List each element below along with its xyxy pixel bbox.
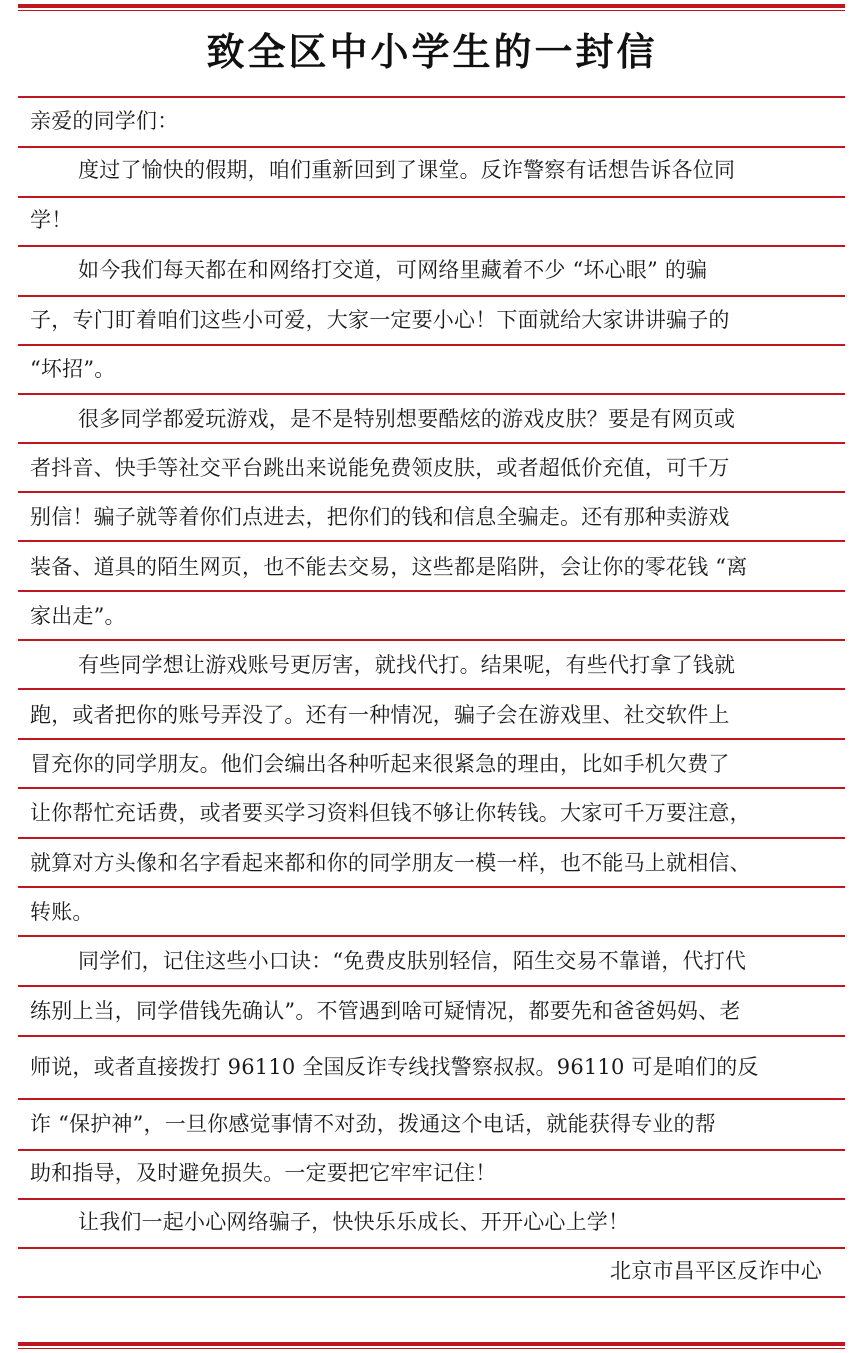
ruled-line — [18, 96, 845, 98]
ruled-line — [18, 146, 845, 148]
ruled-line — [18, 1247, 845, 1249]
body-line: 冒充你的同学朋友。他们会编出各种听起来很紧急的理由，比如手机欠费了 — [30, 752, 730, 776]
ruled-line — [18, 837, 845, 839]
body-line: 让你帮忙充话费，或者要买学习资料但钱不够让你转钱。大家可千万要注意， — [30, 801, 751, 825]
ruled-line — [18, 540, 845, 542]
ruled-line — [18, 1198, 845, 1200]
ruled-line — [18, 1098, 845, 1100]
body-line: 同学们，记住这些小口诀：“免费皮肤别轻信，陌生交易不靠谱，代打代 — [78, 949, 747, 973]
body-line: 诈 “保护神”，一旦你感觉事情不对劲，拨通这个电话，就能获得专业的帮 — [30, 1112, 716, 1136]
body-line: 度过了愉快的假期，咱们重新回到了课堂。反诈警察有话想告诉各位同 — [78, 158, 736, 182]
body-line: 转账。 — [30, 900, 94, 924]
ruled-line — [18, 738, 845, 740]
body-line: 很多同学都爱玩游戏，是不是特别想要酷炫的游戏皮肤？要是有网页或 — [78, 407, 736, 431]
body-line: 如今我们每天都在和网络打交道，可网络里藏着不少 “坏心眼” 的骗 — [78, 258, 708, 282]
ruled-line — [18, 1296, 845, 1298]
ruled-line — [18, 985, 845, 987]
body-line: 家出走”。 — [30, 604, 126, 628]
body-line: 练别上当，同学借钱先确认”。不管遇到啥可疑情况，都要先和爸爸妈妈、老 — [30, 999, 741, 1023]
ruled-line — [18, 1035, 845, 1037]
body-line: 者抖音、快手等社交平台跳出来说能免费领皮肤，或者超低价充值，可千万 — [30, 456, 730, 480]
body-line: 装备、道具的陌生网页，也不能去交易，这些都是陷阱，会让你的零花钱 “离 — [30, 555, 748, 579]
ruled-line — [18, 393, 845, 395]
ruled-line — [18, 442, 845, 444]
body-line: 让我们一起小心网络骗子，快快乐乐成长、开开心心上学！ — [78, 1210, 630, 1234]
body-line: 有些同学想让游戏账号更厉害，就找代打。结果呢，有些代打拿了钱就 — [78, 653, 736, 677]
ruled-line — [18, 1149, 845, 1151]
body-line: 别信！骗子就等着你们点进去，把你们的钱和信息全骗走。还有那种卖游戏 — [30, 505, 730, 529]
ruled-line — [18, 245, 845, 247]
body-line: 助和指导，及时避免损失。一定要把它牢牢记住！ — [30, 1161, 497, 1185]
top-border-thin — [18, 10, 845, 11]
ruled-line — [18, 886, 845, 888]
ruled-line — [18, 639, 845, 641]
body-line: 师说，或者直接拨打 96110 全国反诈专线找警察叔叔。96110 可是咱们的反 — [30, 1055, 759, 1079]
ruled-line — [18, 491, 845, 493]
body-line: 就算对方头像和名字看起来都和你的同学朋友一模一样，也不能马上就相信、 — [30, 851, 751, 875]
letter-title: 致全区中小学生的一封信 — [206, 30, 658, 74]
body-line: 跑，或者把你的账号弄没了。还有一种情况，骗子会在游戏里、社交软件上 — [30, 703, 730, 727]
ruled-line — [18, 196, 845, 198]
body-line: 子，专门盯着咱们这些小可爱，大家一定要小心！下面就给大家讲讲骗子的 — [30, 308, 730, 332]
bottom-border-thin — [18, 1348, 845, 1349]
ruled-line — [18, 688, 845, 690]
signature: 北京市昌平区反诈中心 — [610, 1259, 822, 1283]
bottom-border — [18, 1342, 845, 1346]
ruled-line — [18, 344, 845, 346]
body-line: 学！ — [30, 208, 73, 232]
top-border — [18, 4, 845, 8]
ruled-line — [18, 787, 845, 789]
body-line: “坏招”。 — [30, 357, 116, 381]
salutation: 亲爱的同学们： — [30, 109, 179, 133]
ruled-line — [18, 295, 845, 297]
ruled-line — [18, 590, 845, 592]
ruled-line — [18, 935, 845, 937]
